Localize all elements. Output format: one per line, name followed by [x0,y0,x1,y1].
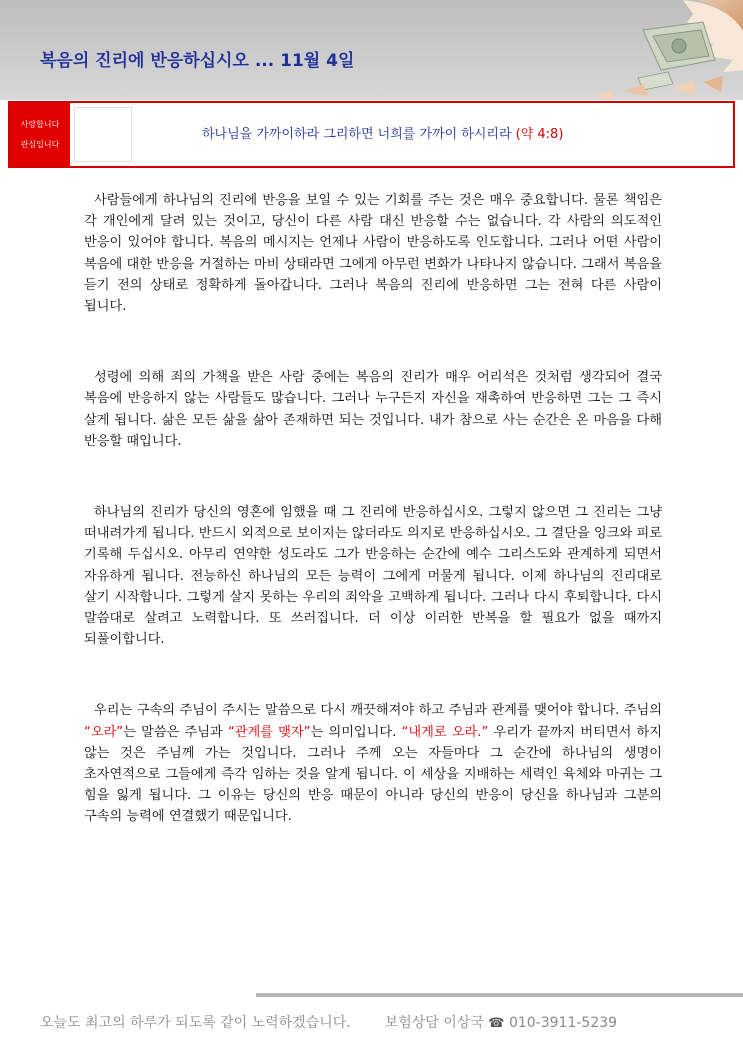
paragraph-4 [84,700,662,827]
verse-body: 하나님을 가까이하라 그리하면 너희를 가까이 하시리라 [202,127,512,142]
verse-bar [8,101,735,168]
footer-phone: 010-3911-5239 [508,1015,618,1031]
love-tag [10,103,70,166]
page-title: 복음의 진리에 반응하십시오 ... 11월 4일 [40,51,355,71]
love-tag-line1: 사랑합니다 [20,120,60,129]
devotional-body [84,190,662,828]
paragraph-4-part4: 우리가 끝까지 버티면서 하지 않는 것은 주님께 가는 것입니다. 그러나 주께 오는 자들마다 그 순간에 하나님의 생명이 초자연적으로 그들에게 즉각 임하는 것을 알게 됩니다. 이 세상을 지배하는 세력인 육체와 마귀는 그 힘을 잃게 됩니다. 그 이유는 당신의 반응 때문이 아니라 당신의 반응이 당신을 하나님과 그분의 구속의 능력에 연결했기 때문입니다. [84,724,663,825]
paragraph-3: 하나님의 진리가 당신의 영혼에 임했을 때 그 진리에 반응하십시오. 그렇지 않으면 그 진리는 그냥 떠내려가게 됩니다. 반드시 외적으로 보이지는 않더라도 의지로 반응하십시오. 그 결단을 잉크와 피로 기록해 두십시오. 아무리 연약한 성도라도 그가 반응하는 순간에 예수 그리스도와 관계하게 되면서 자유하게 됩니다. 전능하신 하나님의 모든 능력이 그에게 머물게 됩니다. 이제 하나님의 진리대로 살기 시작합니다. 그렇게 살지 못하는 우리의 죄악을 고백하게 됩니다. 그러나 다시 후퇴합니다. 다시 말씀대로 살려고 노력합니다. 또 쓰러집니다. 더 이상 이러한 반복을 할 필요가 없을 때까지 되풀이합니다. [84,505,662,648]
header-banner [0,0,743,100]
highlight-come-to-me: “내게로 오라.” [401,724,489,740]
paragraph-4-part3: 는 의미입니다. [310,724,402,740]
footer-contact: 보험상담 이상국 [384,1015,484,1031]
paragraph-4-part2: 는 말씀은 주님과 [123,724,228,740]
verse-reference: (약 4:8) [515,127,564,142]
highlight-relationship: “관계를 맺자” [227,724,311,740]
paragraph-1: 사람들에게 하나님의 진리에 반응을 보일 수 있는 기회를 주는 것은 매우 중요합니다. 물론 책임은 각 개인에게 달려 있는 것이고, 당신이 다른 사람 대신 반응할 수는 없습니다. 각 사람의 의도적인 반응이 있어야 합니다. 복음의 메시지는 언제나 사람이 반응하도록 인도합니다. 그러나 어떤 사람이 복음에 대한 반응을 거절하는 마비 상태라면 그에게 아무런 변화가 나타나지 않습니다. 그래서 복음을 듣기 전의 상태로 정확하게 돌아갑니다. 그러나 복음의 진리에 반응하면 그는 전혀 다른 사람이 됩니다. [84,193,662,315]
verse-text [202,123,563,142]
highlight-come: “오라” [84,724,124,740]
paragraph-2: 성령에 의해 죄의 가책을 받은 사람 중에는 복음의 진리가 매우 어리석은 것처럼 생각되어 결국 복음에 반응하지 않는 사람들도 많습니다. 그러나 누구든지 자신을 재촉하여 반응하면 그는 그 즉시 살게 됩니다. 삶은 모든 삶을 삶아 존재하면 되는 것입니다. 내가 참으로 사는 순간은 온 마음을 다해 반응할 때입니다. [84,370,662,449]
blank-box [74,107,132,162]
paragraph-4-part1: 우리는 구속의 주님이 주시는 말씀으로 다시 깨끗해져야 하고 주님과 관계를 맺어야 합니다. 주님의 [94,703,662,719]
phone-icon: ☎ [488,1016,505,1031]
love-tag-line2: 관심입니다 [20,140,60,149]
footer-divider [256,993,743,997]
footer [40,1012,720,1032]
broken-eggshell-money-image [583,0,743,100]
footer-motto: 오늘도 최고의 하루가 되도록 같이 노력하겠습니다. [40,1015,351,1031]
